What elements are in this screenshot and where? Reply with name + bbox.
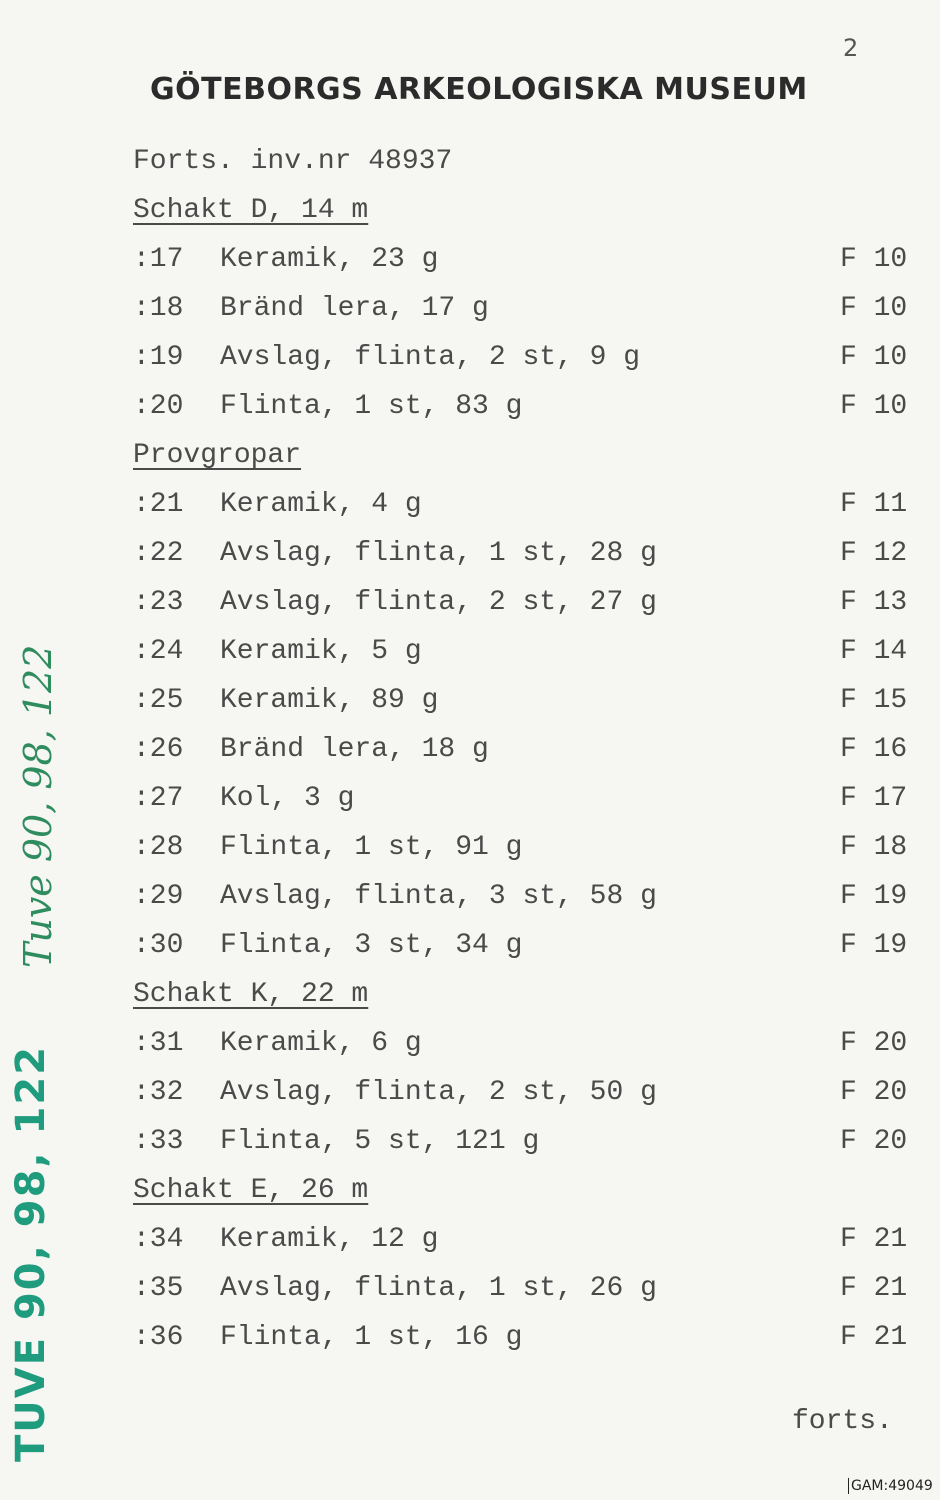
item-number: :22 <box>133 538 184 569</box>
item-reference: F 13 <box>840 587 908 618</box>
item-description: Avslag, flinta, 2 st, 50 g <box>220 1077 657 1108</box>
list-item <box>0 681 940 721</box>
item-reference: F 21 <box>840 1322 908 1353</box>
item-description: Keramik, 6 g <box>220 1028 422 1059</box>
item-description: Kol, 3 g <box>220 783 355 814</box>
list-item <box>0 485 940 525</box>
section-heading-text: Schakt E, 26 m <box>133 1175 369 1206</box>
item-number: :26 <box>133 734 184 765</box>
inventory-number: Forts. inv.nr 48937 <box>133 146 453 177</box>
handwritten-margin-note: Tuve 90, 98, 122 <box>16 644 60 968</box>
list-item <box>0 828 940 868</box>
list-item <box>0 779 940 819</box>
item-number: :36 <box>133 1322 184 1353</box>
continued-note: forts. <box>792 1406 893 1437</box>
item-description: Flinta, 1 st, 83 g <box>220 391 523 422</box>
item-description: Avslag, flinta, 2 st, 9 g <box>220 342 641 373</box>
list-item <box>0 1318 940 1358</box>
stamped-margin-note: TUVE 90, 98, 122 <box>8 1044 54 1462</box>
item-reference: F 20 <box>840 1028 908 1059</box>
item-number: :18 <box>133 293 184 324</box>
list-item <box>0 1024 940 1064</box>
item-reference: F 10 <box>840 342 908 373</box>
item-reference: F 20 <box>840 1126 908 1157</box>
section-heading-text: Provgropar <box>133 440 302 471</box>
list-item <box>0 338 940 378</box>
item-description: Keramik, 5 g <box>220 636 422 667</box>
item-number: :17 <box>133 244 184 275</box>
item-reference: F 18 <box>840 832 908 863</box>
catalogue-id: GAM:49049 <box>848 1478 933 1494</box>
item-number: :29 <box>133 881 184 912</box>
item-reference: F 10 <box>840 244 908 275</box>
list-item <box>0 926 940 966</box>
section-heading-text: Schakt D, 14 m <box>133 195 369 226</box>
item-description: Flinta, 3 st, 34 g <box>220 930 523 961</box>
item-reference: F 16 <box>840 734 908 765</box>
item-description: Keramik, 89 g <box>220 685 439 716</box>
item-number: :31 <box>133 1028 184 1059</box>
list-item <box>0 730 940 770</box>
list-item <box>0 1220 940 1260</box>
item-number: :20 <box>133 391 184 422</box>
list-item <box>0 240 940 280</box>
list-item <box>0 387 940 427</box>
item-number: :32 <box>133 1077 184 1108</box>
list-item <box>0 289 940 329</box>
item-reference: F 20 <box>840 1077 908 1108</box>
item-description: Flinta, 1 st, 91 g <box>220 832 523 863</box>
item-number: :27 <box>133 783 184 814</box>
item-reference: F 19 <box>840 881 908 912</box>
page-number: 2 <box>843 34 859 62</box>
item-number: :25 <box>133 685 184 716</box>
section-heading <box>0 1171 940 1211</box>
item-description: Bränd lera, 17 g <box>220 293 489 324</box>
item-description: Flinta, 5 st, 121 g <box>220 1126 540 1157</box>
item-number: :34 <box>133 1224 184 1255</box>
item-reference: F 21 <box>840 1273 908 1304</box>
list-item <box>0 1122 940 1162</box>
list-item <box>0 534 940 574</box>
item-reference: F 10 <box>840 293 908 324</box>
section-heading <box>0 975 940 1015</box>
item-description: Keramik, 4 g <box>220 489 422 520</box>
item-description: Avslag, flinta, 1 st, 28 g <box>220 538 657 569</box>
item-reference: F 17 <box>840 783 908 814</box>
item-description: Flinta, 1 st, 16 g <box>220 1322 523 1353</box>
list-item <box>0 877 940 917</box>
item-reference: F 21 <box>840 1224 908 1255</box>
item-description: Keramik, 23 g <box>220 244 439 275</box>
section-heading <box>0 436 940 476</box>
item-description: Bränd lera, 18 g <box>220 734 489 765</box>
item-number: :21 <box>133 489 184 520</box>
item-description: Keramik, 12 g <box>220 1224 439 1255</box>
item-number: :28 <box>133 832 184 863</box>
item-description: Avslag, flinta, 1 st, 26 g <box>220 1273 657 1304</box>
item-reference: F 10 <box>840 391 908 422</box>
item-number: :24 <box>133 636 184 667</box>
item-number: :19 <box>133 342 184 373</box>
item-reference: F 14 <box>840 636 908 667</box>
item-reference: F 11 <box>840 489 908 520</box>
list-item <box>0 1073 940 1113</box>
item-number: :23 <box>133 587 184 618</box>
museum-header: GÖTEBORGS ARKEOLOGISKA MUSEUM <box>150 72 808 107</box>
section-heading-text: Schakt K, 22 m <box>133 979 369 1010</box>
item-number: :30 <box>133 930 184 961</box>
intro-line <box>0 142 940 182</box>
item-reference: F 12 <box>840 538 908 569</box>
section-heading <box>0 191 940 231</box>
item-reference: F 15 <box>840 685 908 716</box>
item-reference: F 19 <box>840 930 908 961</box>
list-item <box>0 583 940 623</box>
item-number: :33 <box>133 1126 184 1157</box>
list-item <box>0 632 940 672</box>
item-description: Avslag, flinta, 3 st, 58 g <box>220 881 657 912</box>
item-description: Avslag, flinta, 2 st, 27 g <box>220 587 657 618</box>
item-number: :35 <box>133 1273 184 1304</box>
list-item <box>0 1269 940 1309</box>
